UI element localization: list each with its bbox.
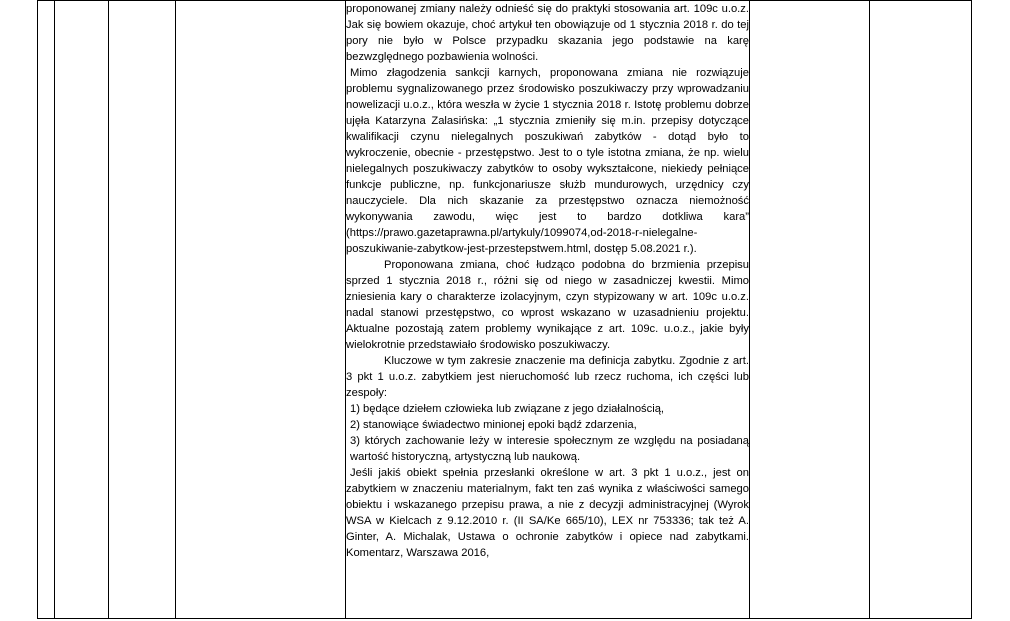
paragraph: proponowanej zmiany należy odnieść się do praktyki stosowania art. 109c u.o.z. Jak się bowiem okazuje, choć artykuł ten obowiązuje od 1 stycznia 2018 r. do tej pory nie było w Polsce przypadku skazania jego podstawie na karę bezwzględnego pozbawienia wolności.	[346, 3, 749, 63]
table-cell-empty	[55, 1, 109, 619]
table-cell-empty	[750, 1, 870, 619]
paragraph: Kluczowe w tym zakresie znaczenie ma definicja zabytku. Zgodnie z art. 3 pkt 1 u.o.z. zabytkiem jest nieruchomość lub rzecz ruchoma, ich części lub zespoły:	[346, 355, 749, 399]
list-item: 2) stanowiące świadectwo minionej epoki bądź zdarzenia,	[350, 419, 637, 431]
table-cell-text	[346, 1, 750, 619]
paragraph: Jeśli jakiś obiekt spełnia przesłanki określone w art. 3 pkt 1 u.o.z., jest on zabytkiem w znaczeniu materialnym, fakt ten zaś wynika z właściwości samego obiektu i wskazanego przepisu prawa, a nie z decyzji administracyjnej (Wyrok WSA w Kielcach z 9.12.2010 r. (II SA/Ke 665/10), LEX nr 753336; tak też A. Ginter, A. Michalak, Ustawa o ochronie zabytków i opiece nad zabytkami. Komentarz, Warszawa 2016,	[346, 467, 749, 559]
table-cell-empty	[870, 1, 972, 619]
table-cell-empty	[176, 1, 346, 619]
table-row	[38, 1, 972, 619]
comments-table	[37, 0, 972, 619]
table-cell-empty	[109, 1, 176, 619]
paragraph: Proponowana zmiana, choć łudząco podobna do brzmienia przepisu sprzed 1 stycznia 2018 r., różni się od niego w zasadniczej kwestii. Mimo zniesienia kary o charakterze izolacyjnym, czyn stypizowany w art. 109c u.o.z. nadal stanowi przestępstwo, co wprost wskazano w uzasadnieniu projektu. Aktualne pozostają zatem problemy wynikające z art. 109c. u.o.z., jakie były wielokrotnie przedstawiało środowisko poszukiwaczy.	[346, 259, 749, 351]
paragraph: Mimo złagodzenia sankcji karnych, proponowana zmiana nie rozwiązuje problemu sygnalizowanego przez środowisko poszukiwaczy przy wprowadzaniu nowelizacji u.o.z., która weszła w życie 1 stycznia 2018 r. Istotę problemu dobrze ujęła Katarzyna Zalasińska: „1 stycznia zmieniły się m.in. przepisy dotyczące kwalifikacji czynu nielegalnych poszukiwań zabytków - dotąd było to wykroczenie, obecnie - przestępstwo. Jest to o tyle istotna zmiana, że np. wielu nielegalnych poszukiwaczy zabytków to osoby wykształcone, niekiedy pełniące funkcje publiczne, np. funkcjonariusze służb mundurowych, urzędnicy czy nauczyciele. Dla nich skazanie za przestępstwo oznacza niemożność wykonywania zawodu, więc jest to bardzo dotkliwa kara” (https://prawo.gazetaprawna.pl/artykuly/1099074,od-2018-r-nielegalne-poszukiwanie-zabytkow-jest-przestepstwem.html, dostęp 5.08.2021 r.).	[346, 67, 749, 255]
cell-text-body	[346, 1, 749, 618]
table-cell-empty	[38, 1, 55, 619]
list-item: 1) będące dziełem człowieka lub związane z jego działalnością,	[350, 403, 665, 415]
list-item: 3) których zachowanie leży w interesie społecznym ze względu na posiadaną wartość historyczną, artystyczną lub naukową.	[350, 435, 749, 463]
